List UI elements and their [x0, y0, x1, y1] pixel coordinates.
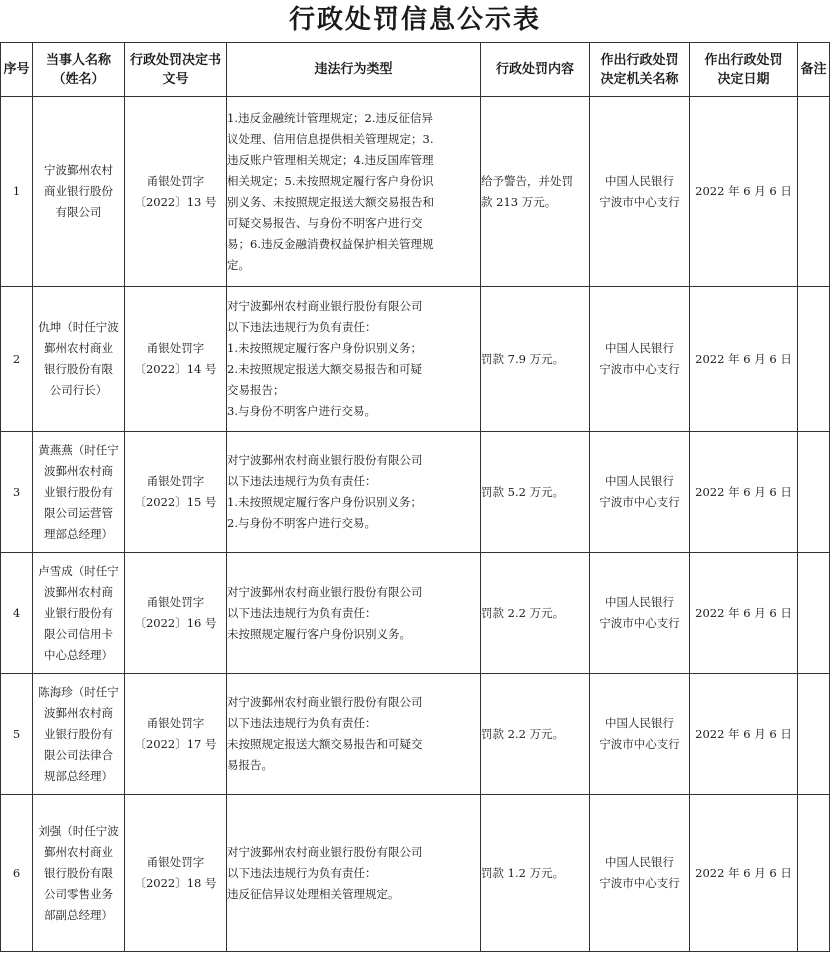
decision-doc-prefix: 甬银处罚字: [146, 173, 205, 188]
violation-line: 未按照规定履行客户身份识别义务。: [227, 626, 411, 641]
cell-violation-type: [227, 674, 481, 795]
header-decision-date: 作出行政处罚 决定日期: [690, 43, 798, 97]
violation-line: 3.与身份不明客户进行交易。: [227, 404, 376, 418]
party-name-line: 商业银行股份: [44, 184, 113, 198]
cell-agency: [590, 97, 690, 287]
decision-doc-prefix: 甬银处罚字: [146, 855, 205, 869]
penalty-content-line: 罚款 2.2 万元。: [481, 726, 565, 741]
penalty-content-line: 罚款 5.2 万元。: [481, 484, 565, 499]
penalty-content-line: 罚款 2.2 万元。: [481, 605, 565, 620]
cell-decision-doc: [125, 97, 227, 287]
party-name-line: 部副总经理）: [44, 907, 113, 922]
violation-line: 议处理、信用信息提供相关管理规定；3.: [227, 131, 434, 146]
violation-line: 以下违法违规行为负有责任：: [227, 865, 377, 880]
violation-line: 未按照规定报送大额交易报告和可疑交: [227, 737, 423, 751]
violation-line: 1.未按照规定履行客户身份识别义务；: [227, 495, 422, 509]
cell-violation-type: [227, 553, 481, 674]
cell-decision-doc: [125, 674, 227, 795]
party-name-line: 仇坤（时任宁波: [38, 320, 119, 334]
penalty-table: [0, 42, 830, 952]
cell-agency: [590, 287, 690, 432]
cell-party-name: [33, 553, 125, 674]
party-name-line: 宁波鄞州农村: [44, 163, 113, 177]
decision-doc-prefix: 甬银处罚字: [146, 474, 205, 488]
cell-decision-doc: [125, 795, 227, 952]
violation-line: 易报告。: [227, 758, 273, 772]
header-penalty-content: 行政处罚内容: [481, 43, 590, 97]
violation-line: 违反账户管理相关规定；4.违反国库管理: [227, 152, 434, 167]
violation-line: 以下违法违规行为负有责任：: [227, 474, 377, 488]
cell-violation-type: [227, 432, 481, 553]
table-row: [1, 553, 830, 674]
header-seq: 序号: [1, 43, 33, 97]
header-note: 备注: [798, 43, 830, 97]
agency-line: 宁波市中心支行: [599, 495, 680, 509]
party-name-line: 波鄞州农村商: [44, 463, 113, 478]
cell-party-name: [33, 432, 125, 553]
agency-line: 中国人民银行: [605, 173, 674, 188]
agency-line: 中国人民银行: [605, 595, 674, 609]
cell-penalty-content: [481, 287, 590, 432]
penalty-content-line: 罚款 1.2 万元。: [481, 865, 565, 880]
cell-penalty-content: [481, 97, 590, 287]
decision-doc-number: 〔2022〕15 号: [134, 495, 217, 509]
party-name-line: 公司行长）: [49, 383, 108, 397]
cell-decision-doc: [125, 553, 227, 674]
cell-seq: 1: [1, 97, 33, 287]
violation-line: 交易报告；: [227, 383, 285, 397]
table-header-row: [1, 43, 830, 97]
cell-violation-type: [227, 97, 481, 287]
header-party: 当事人名称 （姓名）: [33, 43, 125, 97]
cell-violation-type: [227, 287, 481, 432]
header-agency: 作出行政处罚 决定机关名称: [590, 43, 690, 97]
table-row: [1, 287, 830, 432]
violation-line: 对宁波鄞州农村商业银行股份有限公司: [227, 299, 423, 313]
party-name-line: 银行股份有限: [44, 865, 113, 880]
cell-party-name: [33, 97, 125, 287]
party-name-line: 波鄞州农村商: [44, 584, 113, 599]
violation-line: 可疑交易报告、与身份不明客户进行交: [227, 215, 423, 230]
agency-line: 中国人民银行: [605, 716, 674, 730]
violation-line: 相关规定；5.未按照规定履行客户身份识: [227, 173, 434, 188]
agency-line: 中国人民银行: [605, 855, 674, 869]
party-name-line: 公司零售业务: [44, 886, 113, 901]
cell-seq: 4: [1, 553, 33, 674]
decision-doc-prefix: 甬银处罚字: [146, 341, 205, 355]
cell-decision-doc: [125, 432, 227, 553]
agency-line: 宁波市中心支行: [599, 616, 680, 630]
cell-agency: [590, 553, 690, 674]
violation-line: 以下违法违规行为负有责任：: [227, 605, 377, 620]
table-row: [1, 795, 830, 952]
cell-penalty-content: [481, 432, 590, 553]
table-row: [1, 97, 830, 287]
violation-line: 1.未按照规定履行客户身份识别义务；: [227, 341, 422, 355]
cell-agency: [590, 674, 690, 795]
penalty-content-line: 给予警告，并处罚: [481, 173, 573, 188]
party-name-line: 刘强（时任宁波: [38, 823, 119, 838]
agency-line: 宁波市中心支行: [599, 876, 680, 890]
cell-seq: 6: [1, 795, 33, 952]
party-name-line: 中心总经理）: [44, 647, 113, 662]
cell-penalty-content: [481, 795, 590, 952]
cell-agency: [590, 795, 690, 952]
cell-note: [798, 674, 830, 795]
cell-seq: 3: [1, 432, 33, 553]
violation-line: 对宁波鄞州农村商业银行股份有限公司: [227, 453, 423, 467]
cell-party-name: [33, 287, 125, 432]
cell-penalty-content: [481, 553, 590, 674]
violation-line: 2.未按照规定报送大额交易报告和可疑: [227, 362, 422, 376]
party-name-line: 规部总经理）: [44, 768, 113, 783]
decision-doc-number: 〔2022〕16 号: [134, 616, 217, 630]
party-name-line: 陈海珍（时任宁: [38, 684, 119, 699]
decision-doc-number: 〔2022〕17 号: [134, 737, 217, 751]
party-name-line: 银行股份有限: [44, 362, 113, 376]
decision-doc-number: 〔2022〕13 号: [134, 194, 217, 209]
violation-line: 2.与身份不明客户进行交易。: [227, 516, 376, 530]
decision-doc-number: 〔2022〕14 号: [134, 362, 217, 376]
agency-line: 宁波市中心支行: [599, 362, 680, 376]
violation-line: 以下违法违规行为负有责任：: [227, 716, 377, 730]
party-name-line: 业银行股份有: [44, 484, 113, 499]
party-name-line: 业银行股份有: [44, 726, 113, 741]
cell-note: [798, 287, 830, 432]
violation-line: 别义务、未按照规定报送大额交易报告和: [227, 194, 434, 209]
party-name-line: 理部总经理）: [44, 526, 113, 541]
cell-decision-date: 2022 年 6 月 6 日: [690, 553, 798, 674]
violation-line: 易；6.违反金融消费权益保护相关管理规: [227, 236, 434, 251]
cell-note: [798, 432, 830, 553]
cell-seq: 2: [1, 287, 33, 432]
cell-note: [798, 97, 830, 287]
violation-line: 1.违反金融统计管理规定；2.违反征信异: [227, 110, 433, 125]
party-name-line: 限公司信用卡: [44, 626, 113, 641]
violation-line: 以下违法违规行为负有责任：: [227, 320, 377, 334]
cell-decision-date: 2022 年 6 月 6 日: [690, 97, 798, 287]
cell-decision-date: 2022 年 6 月 6 日: [690, 795, 798, 952]
decision-doc-prefix: 甬银处罚字: [146, 595, 205, 609]
cell-decision-date: 2022 年 6 月 6 日: [690, 674, 798, 795]
cell-decision-date: 2022 年 6 月 6 日: [690, 287, 798, 432]
header-decision-doc: 行政处罚决定书 文号: [125, 43, 227, 97]
cell-seq: 5: [1, 674, 33, 795]
penalty-content-line: 款 213 万元。: [481, 194, 557, 209]
party-name-line: 波鄞州农村商: [44, 705, 113, 720]
agency-line: 宁波市中心支行: [599, 737, 680, 751]
party-name-line: 限公司法律合: [44, 747, 113, 762]
cell-party-name: [33, 674, 125, 795]
party-name-line: 有限公司: [55, 205, 102, 219]
violation-line: 违反征信异议处理相关管理规定。: [227, 886, 400, 901]
party-name-line: 限公司运营管: [44, 505, 113, 520]
cell-penalty-content: [481, 674, 590, 795]
violation-line: 对宁波鄞州农村商业银行股份有限公司: [227, 844, 423, 859]
cell-party-name: [33, 795, 125, 952]
violation-line: 对宁波鄞州农村商业银行股份有限公司: [227, 584, 423, 599]
header-violation-type: 违法行为类型: [227, 43, 481, 97]
cell-agency: [590, 432, 690, 553]
table-row: [1, 432, 830, 553]
violation-line: 对宁波鄞州农村商业银行股份有限公司: [227, 695, 423, 709]
penalty-content-line: 罚款 7.9 万元。: [481, 351, 565, 366]
page-title: 行政处罚信息公示表: [288, 5, 541, 35]
cell-note: [798, 553, 830, 674]
party-name-line: 卢雪成（时任宁: [38, 563, 119, 578]
party-name-line: 业银行股份有: [44, 605, 113, 620]
agency-line: 宁波市中心支行: [599, 194, 680, 209]
agency-line: 中国人民银行: [605, 474, 674, 488]
party-name-line: 鄞州农村商业: [44, 341, 113, 355]
cell-note: [798, 795, 830, 952]
violation-line: 定。: [227, 257, 250, 272]
party-name-line: 鄞州农村商业: [44, 844, 113, 859]
agency-line: 中国人民银行: [605, 341, 674, 355]
cell-decision-date: 2022 年 6 月 6 日: [690, 432, 798, 553]
cell-decision-doc: [125, 287, 227, 432]
decision-doc-prefix: 甬银处罚字: [146, 716, 205, 730]
table-row: [1, 674, 830, 795]
cell-violation-type: [227, 795, 481, 952]
decision-doc-number: 〔2022〕18 号: [134, 876, 217, 890]
party-name-line: 黄燕燕（时任宁: [38, 442, 119, 457]
